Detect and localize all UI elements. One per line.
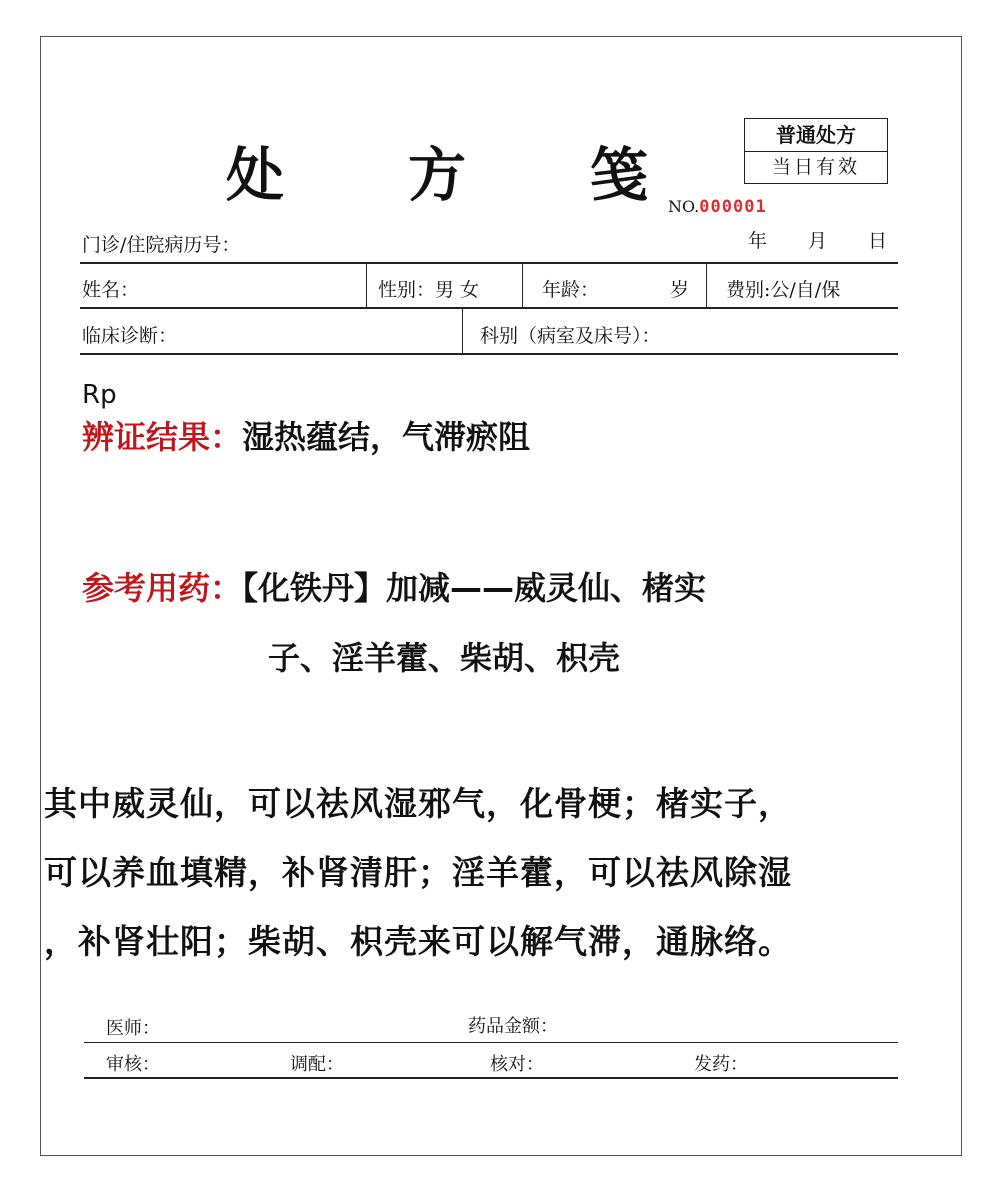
reference-medication-line-2: 子、淫羊藿、柴胡、枳壳 <box>268 639 621 677</box>
footer-rule-1 <box>84 1042 898 1043</box>
drug-amount-label: 药品金额： <box>468 1016 558 1037</box>
number-value: 000001 <box>699 197 767 217</box>
date-month: 月 <box>808 230 828 252</box>
title-char-2: 方 <box>408 141 467 209</box>
check-label: 核对： <box>490 1054 544 1075</box>
badge-validity: 当日有效 <box>771 156 860 178</box>
fee-type-label: 费别:公/自/保 <box>726 279 841 301</box>
reference-medication-label: 参考用药： <box>82 569 243 607</box>
divider <box>462 308 463 353</box>
date-day: 日 <box>868 230 888 252</box>
form-rule-1 <box>80 262 898 264</box>
divider <box>522 263 523 307</box>
clinical-diagnosis-label: 临床诊断： <box>82 325 178 347</box>
explanation-line-3: ，补肾壮阳；柴胡、枳壳来可以解气滞，通脉络。 <box>44 922 792 961</box>
issue-drug-label: 发药： <box>694 1054 748 1075</box>
explanation-line-2: 可以养血填精，补肾清肝；淫羊藿，可以祛风除湿 <box>44 853 792 892</box>
date-year: 年 <box>748 230 768 252</box>
badge-type: 普通处方 <box>745 119 887 152</box>
diagnosis-result-label: 辨证结果： <box>82 418 243 456</box>
age-label: 年龄： <box>542 279 600 301</box>
reference-medication-line-1: 【化铁丹】加减——威灵仙、楮实 <box>242 569 707 607</box>
number-label: NO. <box>668 197 700 216</box>
prescription-type-badge <box>744 118 888 184</box>
title-char-3: 笺 <box>590 141 649 209</box>
reference-medication <box>82 563 706 609</box>
diagnosis-result <box>82 412 530 458</box>
prescription-number <box>668 197 767 217</box>
form-rule-3 <box>80 353 898 355</box>
dispense-label: 调配： <box>290 1054 344 1075</box>
name-label: 姓名： <box>82 279 140 301</box>
divider <box>706 263 707 307</box>
department-label: 科别（病室及床号）： <box>480 325 661 347</box>
form-rule-2 <box>80 307 898 309</box>
review-label: 审核： <box>106 1054 160 1075</box>
diagnosis-result-value: 湿热蕴结，气滞瘀阻 <box>242 418 531 456</box>
rp-symbol: Rp <box>82 380 117 410</box>
footer-rule-2 <box>84 1077 898 1079</box>
divider <box>366 263 367 307</box>
gender-label: 性别：男 女 <box>378 279 480 301</box>
age-unit: 岁 <box>670 279 690 301</box>
record-number-label: 门诊/住院病历号： <box>82 234 241 256</box>
doctor-label: 医师： <box>106 1018 160 1039</box>
explanation-line-1: 其中威灵仙，可以祛风湿邪气，化骨梗；楮实子， <box>44 784 792 823</box>
title-char-1: 处 <box>226 141 285 209</box>
